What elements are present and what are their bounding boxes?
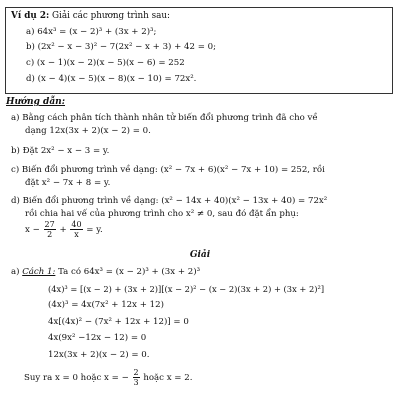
solution-step-2: (4x)³ = 4x(7x² + 12x + 12) bbox=[48, 300, 164, 310]
solution-method-line bbox=[11, 267, 200, 278]
solution-step-5: 12x(3x + 2)(x − 2) = 0. bbox=[48, 350, 150, 360]
example-item-text: 64x³ = (x − 2)³ + (3x + 2)³; bbox=[37, 27, 157, 37]
solution-part-label: a) bbox=[11, 267, 20, 277]
guide-c-line-1: c) Biến đổi phương trình về dạng: (x² − 7x + 6)(x² − 7x + 10) = 252, rồi bbox=[11, 165, 325, 175]
example-item-label: d) bbox=[26, 74, 35, 84]
solution-step-3: 4x[(4x)² − (7x² + 12x + 12)] = 0 bbox=[48, 317, 189, 327]
substitution-plus: + bbox=[59, 225, 67, 235]
fraction-denominator: 2 bbox=[47, 230, 53, 239]
example-title-line bbox=[11, 11, 170, 22]
solution-method-text: Ta có 64x³ = (x − 2)³ + (3x + 2)³ bbox=[58, 267, 201, 277]
example-item-text: (2x² − x − 3)² − 7(2x² − x + 3) + 42 = 0; bbox=[37, 42, 217, 52]
example-item-b bbox=[26, 42, 216, 53]
example-item-label: c) bbox=[26, 58, 35, 68]
conclusion-suffix: hoặc x = 2. bbox=[143, 373, 193, 383]
solution-step-1: (4x)³ = [(x − 2) + (3x + 2)][(x − 2)² − (x − 2)(3x + 2) + (3x + 2)²] bbox=[48, 284, 325, 294]
example-instruction: Giải các phương trình sau: bbox=[52, 11, 171, 21]
conclusion-prefix: Suy ra x = 0 hoặc x = − bbox=[24, 373, 129, 383]
guide-d-line-1: d) Biến đổi phương trình về dạng: (x² − 14x + 40)(x² − 13x + 40) = 72x² bbox=[11, 196, 328, 206]
guide-a-line-2: dạng 12x(3x + 2)(x − 2) = 0. bbox=[25, 126, 151, 136]
substitution-prefix: x − bbox=[25, 225, 40, 235]
fraction-2-over-3 bbox=[133, 368, 140, 387]
fraction-numerator: 27 bbox=[44, 220, 55, 229]
fraction-numerator: 2 bbox=[133, 368, 139, 377]
guide-d-substitution bbox=[25, 220, 103, 240]
example-item-d bbox=[26, 74, 196, 85]
fraction-40-over-x bbox=[70, 220, 82, 239]
solution-heading: Giải bbox=[189, 250, 211, 260]
solution-step-4: 4x(9x² −12x − 12) = 0 bbox=[48, 333, 147, 343]
fraction-denominator: x bbox=[74, 230, 79, 239]
example-item-c bbox=[26, 58, 185, 69]
example-item-a bbox=[26, 27, 156, 38]
example-item-text: (x − 1)(x − 2)(x − 5)(x − 6) = 252 bbox=[36, 58, 185, 68]
solution-method-label: Cách 1: bbox=[22, 267, 56, 277]
solution-conclusion bbox=[24, 368, 192, 388]
guide-c-line-2: đặt x² − 7x + 8 = y. bbox=[25, 178, 111, 188]
example-item-text: (x − 4)(x − 5)(x − 8)(x − 10) = 72x². bbox=[37, 74, 197, 84]
guide-d-line-2: rồi chia hai vế của phương trình cho x² ≠ 0, sau đó đặt ẩn phụ: bbox=[25, 209, 299, 219]
guide-heading: Hướng dẫn: bbox=[6, 97, 66, 107]
example-title: Ví dụ 2: bbox=[11, 11, 50, 21]
fraction-denominator: 3 bbox=[133, 378, 139, 387]
fraction-27-over-2 bbox=[44, 220, 56, 239]
example-item-label: b) bbox=[26, 42, 35, 52]
fraction-numerator: 40 bbox=[71, 220, 82, 229]
guide-b-line: b) Đặt 2x² − x − 3 = y. bbox=[11, 146, 110, 156]
example-item-label: a) bbox=[26, 27, 35, 37]
substitution-suffix: = y. bbox=[86, 225, 103, 235]
guide-a-line-1: a) Bằng cách phân tích thành nhân tử biến đổi phương trình đã cho về bbox=[11, 113, 318, 123]
